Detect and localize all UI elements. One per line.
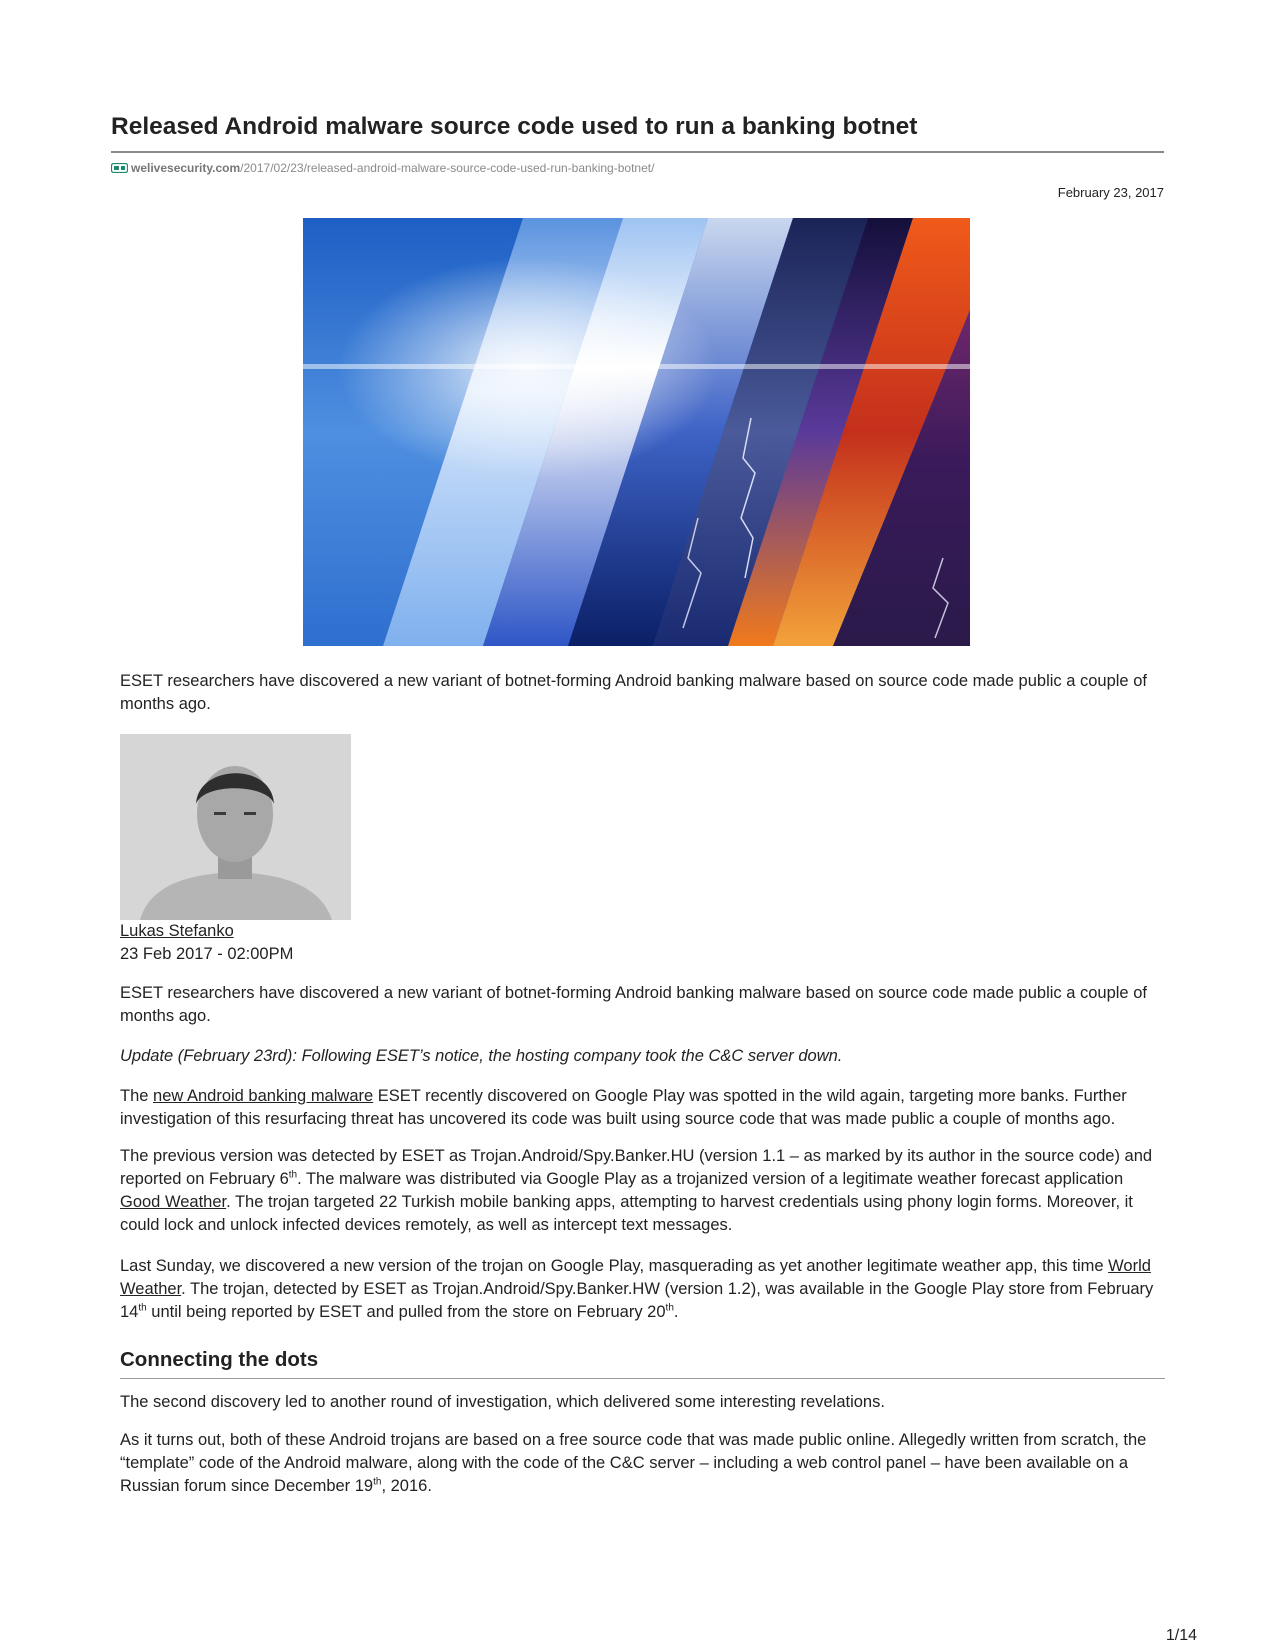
new-android-malware-link[interactable]: new Android banking malware bbox=[153, 1087, 374, 1105]
source-path: /2017/02/23/released-android-malware-source-code-used-run-banking-botnet/ bbox=[240, 161, 655, 175]
hero-graphic bbox=[303, 218, 970, 646]
paragraph-second-discovery: The second discovery led to another round of investigation, which delivered some interesting revelations. bbox=[120, 1393, 885, 1411]
paragraph-new-malware: The new Android banking malware ESET recently discovered on Google Play was spotted in the wild again, targeting more banks. Further investigation of this resurfacing threat has uncovered its code was built using source code that was made public a couple of months ago. bbox=[120, 1087, 1127, 1128]
publish-date: February 23, 2017 bbox=[1057, 185, 1164, 200]
section-heading: Connecting the dots bbox=[120, 1348, 319, 1371]
paragraph-previous-version: The previous version was detected by ESET as Trojan.Android/Spy.Banker.HU (version 1.1 – as marked by its author in the source code) and reported on February 6th. The malware was distributed via Google Play as a trojanized version of a legitimate weather forecast application Good Weather. The trojan targeted 22 Turkish mobile banking apps, attempting to harvest credentials using phony login forms. Moreover, it could lock and unlock infected devices remotely, as well as intercept text messages. bbox=[120, 1147, 1153, 1234]
title-divider bbox=[111, 151, 1164, 153]
page-number: 1/14 bbox=[1165, 1627, 1197, 1644]
update-note: Update (February 23rd): Following ESET’s notice, the hosting company took the C&C server down. bbox=[120, 1047, 843, 1065]
link-icon bbox=[111, 163, 128, 173]
section-divider bbox=[120, 1378, 1165, 1379]
good-weather-link[interactable]: Good Weather bbox=[120, 1193, 227, 1211]
author-datetime: 23 Feb 2017 - 02:00PM bbox=[120, 945, 294, 963]
paragraph-new-version: Last Sunday, we discovered a new version of the trojan on Google Play, masquerading as yet another legitimate weather app, this time World Weather. The trojan, detected by ESET as Trojan.Android/Spy.Banker.HW (version 1.2), was available in the Google Play store from February 14th until being reported by ESET and pulled from the store on February 20th. bbox=[120, 1257, 1154, 1321]
page-title: Released Android malware source code used to run a banking botnet bbox=[111, 113, 918, 140]
author-photo bbox=[120, 734, 351, 920]
author-link[interactable]: Lukas Stefanko bbox=[120, 922, 234, 940]
intro-paragraph: ESET researchers have discovered a new variant of botnet-forming Android banking malware based on source code made public a couple of months ago. bbox=[120, 984, 1147, 1025]
avatar-icon bbox=[120, 734, 351, 920]
world-weather-link[interactable]: World Weather bbox=[120, 1257, 1151, 1298]
paragraph-source-code: As it turns out, both of these Android trojans are based on a free source code that was made public online. Allegedly written from scratch, the “template” code of the Android malware, along with the code of the C&C server – including a web control panel – have been available on a Russian forum since December 19th, 2016. bbox=[120, 1431, 1147, 1495]
source-url[interactable] bbox=[111, 160, 654, 176]
weather-collage-image bbox=[303, 218, 970, 646]
lead-paragraph: ESET researchers have discovered a new variant of botnet-forming Android banking malware based on source code made public a couple of months ago. bbox=[120, 672, 1147, 713]
source-domain: welivesecurity.com bbox=[131, 161, 241, 175]
author-name[interactable] bbox=[120, 920, 234, 943]
